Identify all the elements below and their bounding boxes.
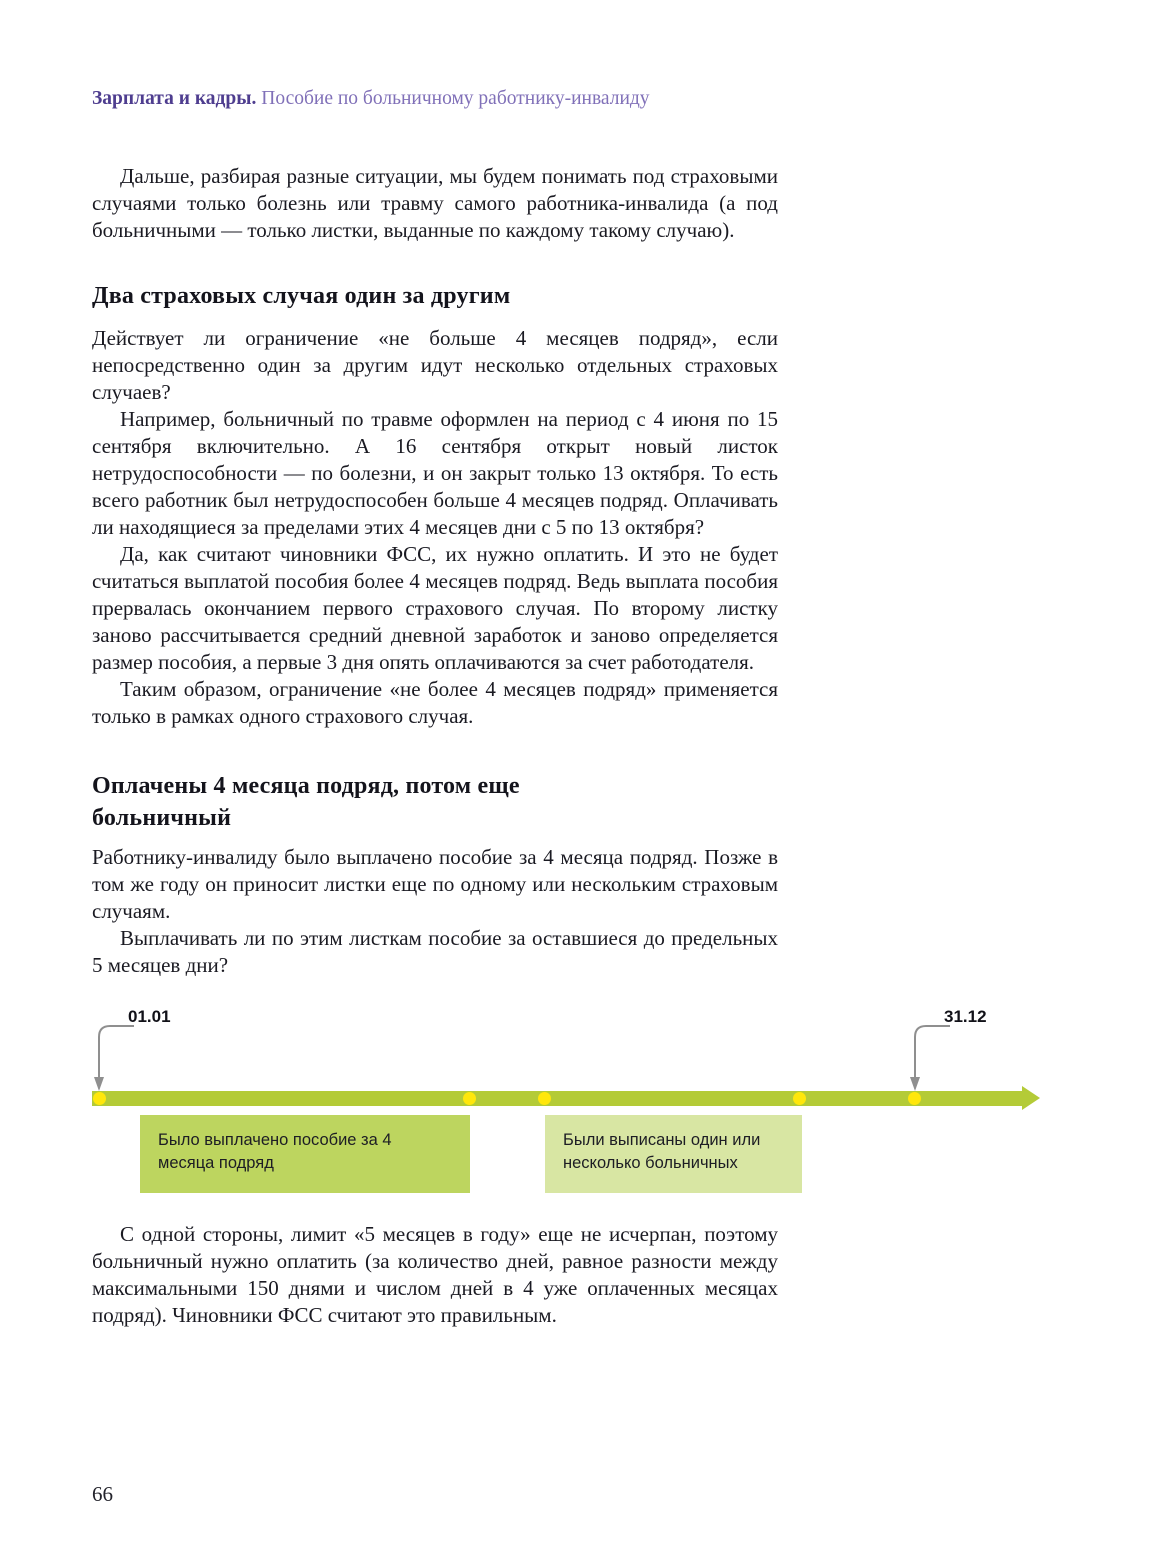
timeline-start-arrow-down-icon — [94, 1021, 136, 1095]
paragraph: Выплачивать ли по этим листкам пособие за оставшиеся до предельных 5 месяцев дни? — [92, 926, 778, 977]
timeline-diagram — [92, 1007, 1042, 1195]
text-column — [92, 0, 987, 1329]
timeline-start-label: 01.01 — [128, 1007, 171, 1026]
header-brand: Зарплата и кадры. — [92, 88, 257, 109]
timeline-dot — [463, 1092, 476, 1105]
section-title-1: Два страховых случая один за другим — [92, 283, 511, 309]
page-number: 66 — [92, 1482, 113, 1506]
paragraph: Да, как считают чиновники ФСС, их нужно оплатить. И это не будет считаться выплатой пособия более 4 месяцев подряд. Ведь выплата пособия прервалась окончанием первого страхового случая. По второму листку заново рассчитывается средний дневной заработок и заново определяется размер пособия, а первые 3 дня опять оплачиваются за счет работодателя. — [92, 542, 778, 674]
paragraph: Таким образом, ограничение «не более 4 месяцев подряд» применяется только в рамках одного страхового случая. — [92, 677, 778, 728]
intro-paragraph: Дальше, разбирая разные ситуации, мы будем понимать под страховыми случаями только болезнь или травму самого работника-инвалида (а под больничными — только листки, выданные по каждому такому случаю). — [92, 164, 778, 242]
timeline-segment-2-label: Были выписаны один или несколько больничных — [563, 1131, 761, 1172]
timeline-segment-1-label: Было выплачено пособие за 4 месяца подряд — [158, 1131, 392, 1172]
timeline-end-label: 31.12 — [944, 1007, 987, 1026]
paragraph: Действует ли ограничение «не больше 4 месяцев подряд», если непосредственно один за другим идут несколько отдельных страховых случаев? — [92, 326, 778, 404]
paragraph: Например, больничный по травме оформлен на период с 4 июня по 15 сентября включительно. А 16 сентября открыт новый листок нетрудоспособности — по болезни, и он закрыт только 13 октября. То есть всего работник был нетрудоспособен больше 4 месяцев подряд. Оплачивать ли находящиеся за пределами этих 4 месяцев дни с 5 по 13 октября? — [92, 407, 778, 539]
timeline-dot — [538, 1092, 551, 1105]
section-title-2: Оплачены 4 месяца подряд, потом еще больничный — [92, 773, 520, 831]
timeline-segment-1 — [140, 1115, 470, 1193]
timeline-bar — [92, 1091, 1022, 1106]
conclusion-paragraph: С одной стороны, лимит «5 месяцев в году» еще не исчерпан, поэтому больничный нужно оплатить (за количество дней, равное разности между максимальными 150 днями и числом дней в 4 уже оплаченных месяцах подряд). Чиновники ФСС считают это правильным. — [92, 1222, 778, 1327]
paragraph: Работнику-инвалиду было выплачено пособие за 4 месяца подряд. Позже в том же году он приносит листки еще по одному или нескольким страховым случаям. — [92, 845, 778, 923]
header-subtitle: Пособие по больничному работнику-инвалиду — [261, 88, 650, 109]
timeline-bar-arrowhead-icon — [1022, 1086, 1040, 1110]
page-header — [92, 86, 778, 112]
timeline-dot — [793, 1092, 806, 1105]
timeline-end-arrow-down-icon — [910, 1021, 952, 1095]
timeline-segment-2 — [545, 1115, 802, 1193]
